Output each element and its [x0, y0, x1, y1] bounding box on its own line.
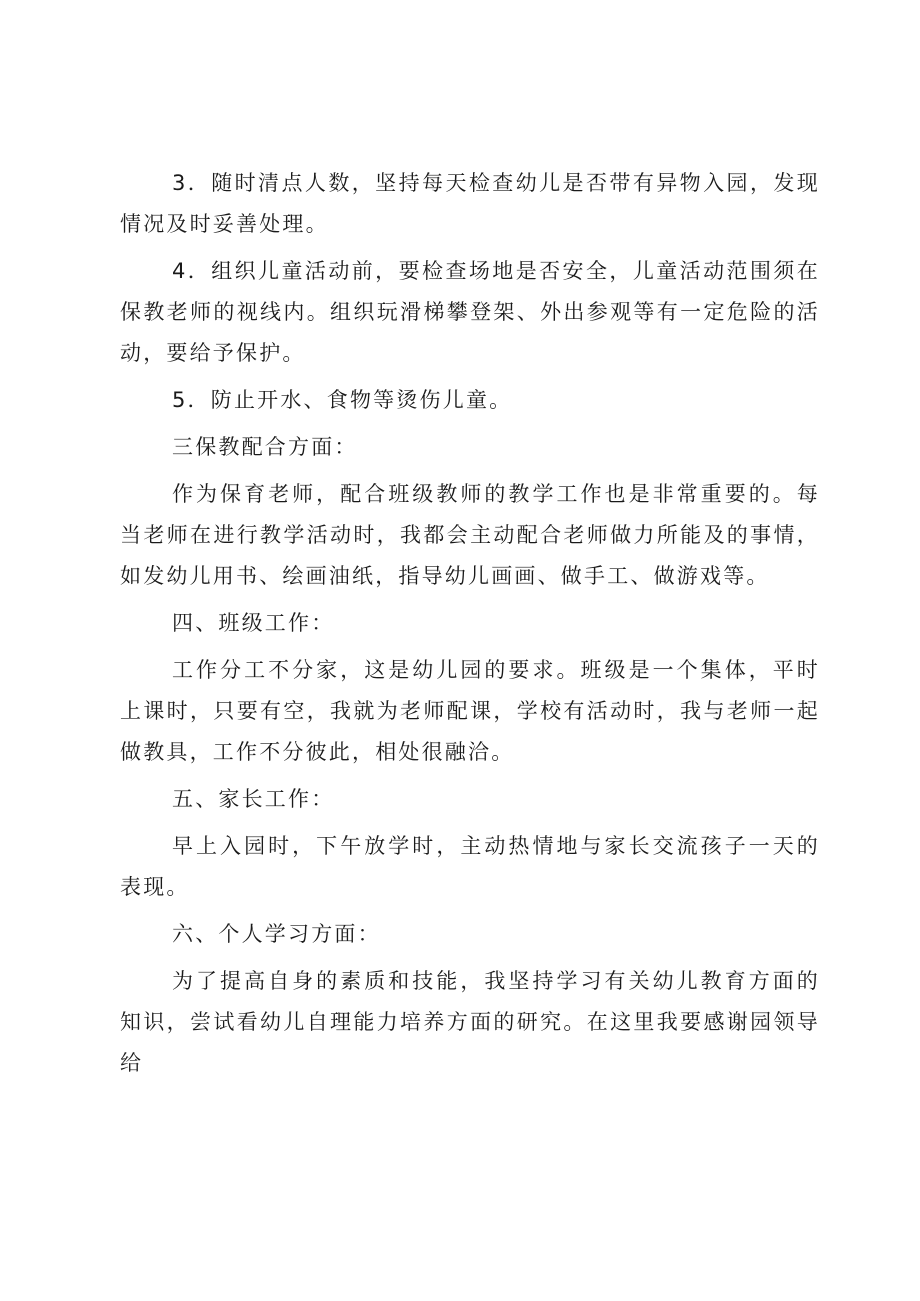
- paragraph-class-work: 工作分工不分家，这是幼儿园的要求。班级是一个集体，平时上课时，只要有空，我就为老师配课，学校有活动时，我与老师一起做教具，工作不分彼此，相处很融洽。: [120, 658, 820, 764]
- list-item-4: 4．组织儿童活动前，要检查场地是否安全，儿童活动范围须在保教老师的视线内。组织玩滑梯攀登架、外出参观等有一定危险的活动，要给予保护。: [120, 259, 820, 365]
- list-item-3: 3．随时清点人数，坚持每天检查幼儿是否带有异物入园，发现情况及时妥善处理。: [120, 171, 820, 236]
- section-heading-personal-study: 六、个人学习方面：: [172, 922, 381, 946]
- document-body: [120, 163, 820, 1090]
- paragraph-personal-study: 为了提高自身的素质和技能，我坚持学习有关幼儿教育方面的知识，尝试看幼儿自理能力培养方面的研究。在这里我要感谢园领导给: [120, 969, 820, 1075]
- section-heading-class-work: 四、班级工作：: [172, 611, 335, 635]
- list-item-5: 5．防止开水、食物等烫伤儿童。: [172, 388, 513, 412]
- paragraph-parent-work: 早上入园时，下午放学时，主动热情地与家长交流孩子一天的表现。: [120, 834, 820, 899]
- paragraph-cooperation: 作为保育老师，配合班级教师的教学工作也是非常重要的。每当老师在进行教学活动时，我都会主动配合老师做力所能及的事情，如发幼儿用书、绘画油纸，指导幼儿画画、做手工、做游戏等。: [120, 482, 820, 588]
- section-heading-parent-work: 五、家长工作：: [172, 787, 335, 811]
- section-heading-cooperation: 三保教配合方面：: [172, 435, 358, 459]
